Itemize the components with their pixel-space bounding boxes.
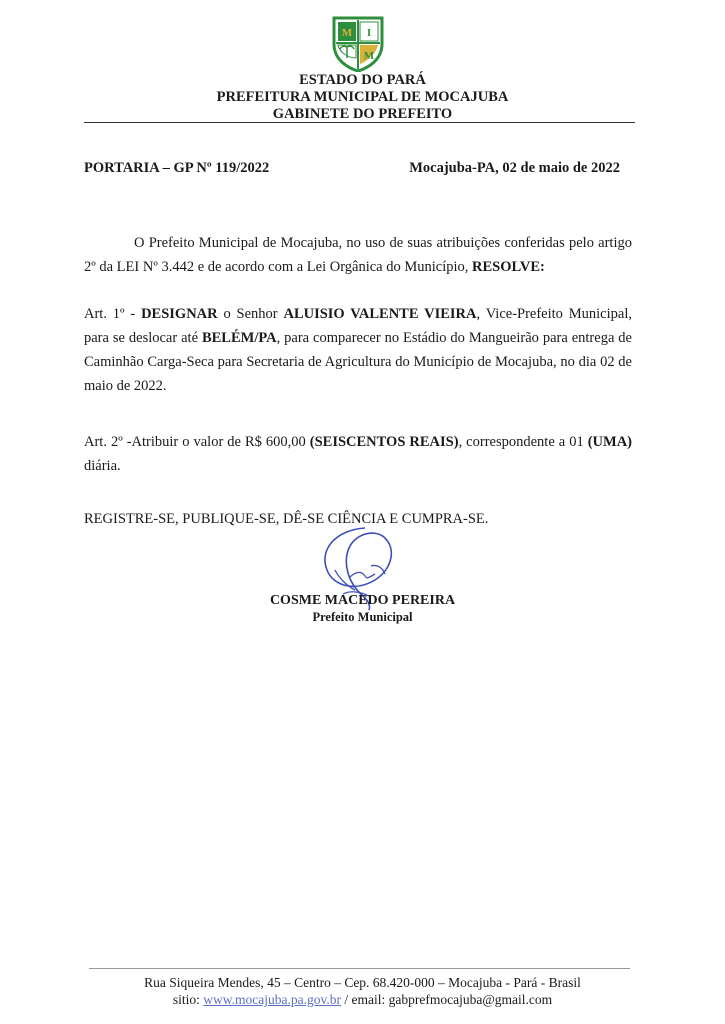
- header-office: GABINETE DO PREFEITO: [272, 106, 453, 122]
- resolve-keyword: RESOLVE:: [472, 259, 545, 275]
- footer-address: Rua Siqueira Mendes, 45 – Centro – Cep. 68.420-000 – Mocajuba - Pará - Brasil: [144, 975, 581, 990]
- document-header: [0, 72, 725, 123]
- amount-words: (SEISCENTOS REAIS): [309, 434, 459, 450]
- header-state: ESTADO DO PARÁ: [299, 72, 426, 88]
- svg-text:M: M: [341, 27, 353, 39]
- art1-prefix: Art. 1º -: [84, 306, 142, 322]
- intro-paragraph: [84, 231, 632, 279]
- reference-row: [84, 160, 620, 177]
- designee-name: ALUISIO VALENTE VIEIRA: [283, 306, 477, 322]
- intro-text: O Prefeito Municipal de Mocajuba, no uso de suas atribuições conferidas pelo artigo 2º da LEI Nº 3.442 e de acordo com a Lei Orgânica do Município,: [84, 235, 632, 275]
- website-link[interactable]: www.mocajuba.pa.gov.br: [203, 992, 341, 1007]
- count-words: (UMA): [587, 434, 632, 450]
- art1-verb: DESIGNAR: [141, 306, 218, 322]
- signatory-name: COSME MACEDO PEREIRA: [269, 593, 456, 608]
- art1-text-3: , para comparecer no Estádio do Mangueirão para entrega de Caminhão Carga-Seca para Secretaria de Agricultura do Município de Mocajuba, no dia 02 de maio de 2022.: [84, 330, 632, 394]
- email-text: / email: gabprefmocajuba@gmail.com: [341, 992, 553, 1007]
- footer-contact: [0, 992, 725, 1008]
- article-1: [84, 302, 632, 398]
- footer-divider: [89, 968, 630, 969]
- municipal-crest-icon: [330, 14, 386, 72]
- svg-text:M: M: [363, 50, 375, 62]
- art2-text-1: Art. 2º -Atribuir o valor de R$ 600,00: [84, 434, 310, 450]
- art2-text-3: diária.: [84, 458, 121, 474]
- article-2: [84, 430, 632, 478]
- header-prefecture: PREFEITURA MUNICIPAL DE MOCAJUBA: [216, 89, 509, 105]
- site-label: sitio:: [172, 992, 204, 1007]
- portaria-number: PORTARIA – GP Nº 119/2022: [84, 160, 270, 176]
- svg-text:I: I: [366, 27, 372, 39]
- header-divider: [84, 122, 635, 123]
- art2-text-2: , correspondente a 01: [458, 434, 588, 450]
- place-date: Mocajuba-PA, 02 de maio de 2022: [409, 160, 620, 176]
- destination-city: BELÉM/PA: [201, 330, 277, 346]
- art1-text-2: , Vice-Prefeito Municipal, para se deslocar até: [84, 306, 632, 346]
- art1-text-1: o Senhor: [217, 306, 284, 322]
- signatory-title: Prefeito Municipal: [312, 610, 413, 624]
- closing-formula: REGISTRE-SE, PUBLIQUE-SE, DÊ-SE CIÊNCIA E CUMPRA-SE.: [84, 511, 489, 527]
